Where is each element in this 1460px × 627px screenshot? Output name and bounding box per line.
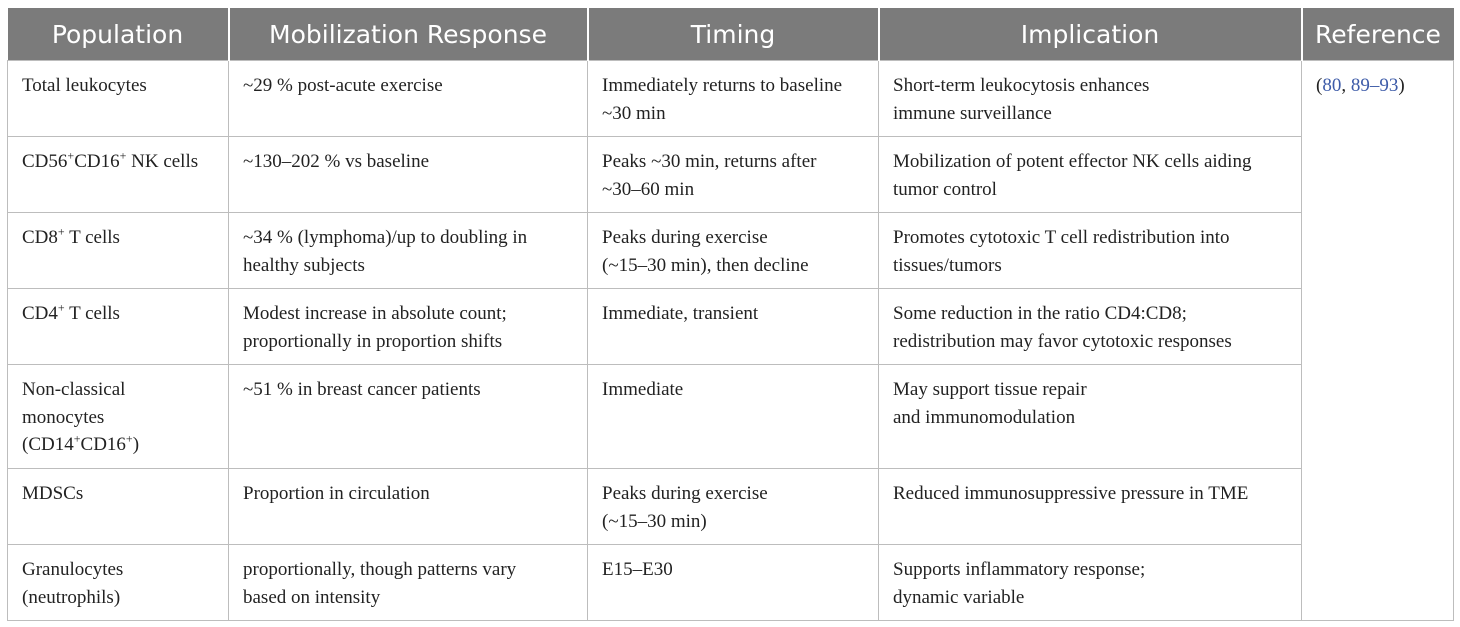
cell-response: ~34 % (lymphoma)/up to doubling in healthy subjects [229, 213, 588, 289]
cell-timing: Peaks ~30 min, returns after ~30–60 min [588, 137, 879, 213]
header-implication: Implication [879, 8, 1302, 61]
data-table [7, 8, 1454, 621]
cell-response: ~29 % post-acute exercise [229, 61, 588, 137]
cell-timing: E15–E30 [588, 545, 879, 621]
cell-implication: Mobilization of potent effector NK cells aiding tumor control [879, 137, 1302, 213]
header-mobilization-response: Mobilization Response [229, 8, 588, 61]
table-header [8, 8, 1454, 61]
header-row [8, 8, 1454, 61]
cell-implication: Supports inflammatory response; dynamic variable [879, 545, 1302, 621]
cell-implication: May support tissue repair and immunomodulation [879, 365, 1302, 469]
cell-population: CD4+ T cells [8, 289, 229, 365]
cell-response: ~51 % in breast cancer patients [229, 365, 588, 469]
cell-timing: Immediate, transient [588, 289, 879, 365]
cell-population: CD56+CD16+ NK cells [8, 137, 229, 213]
table-row [8, 469, 1454, 545]
cell-implication: Short-term leukocytosis enhances immune surveillance [879, 61, 1302, 137]
table-row [8, 545, 1454, 621]
cell-population: Non-classical monocytes (CD14+CD16+) [8, 365, 229, 469]
table-row [8, 137, 1454, 213]
table-row [8, 213, 1454, 289]
header-reference: Reference [1302, 8, 1454, 61]
cell-population: Total leukocytes [8, 61, 229, 137]
cell-implication: Some reduction in the ratio CD4:CD8; redistribution may favor cytotoxic responses [879, 289, 1302, 365]
cell-timing: Immediately returns to baseline ~30 min [588, 61, 879, 137]
reference-link-80[interactable]: 80 [1322, 75, 1342, 96]
cell-population: MDSCs [8, 469, 229, 545]
cell-reference: (80, 89–93) [1302, 61, 1454, 621]
cell-response: Modest increase in absolute count; proportionally in proportion shifts [229, 289, 588, 365]
cell-implication: Reduced immunosuppressive pressure in TME [879, 469, 1302, 545]
table-row [8, 289, 1454, 365]
cell-timing: Peaks during exercise (~15–30 min), then decline [588, 213, 879, 289]
table-row [8, 61, 1454, 137]
cell-population: Granulocytes (neutrophils) [8, 545, 229, 621]
cell-timing: Immediate [588, 365, 879, 469]
table-row [8, 365, 1454, 469]
table-body [8, 61, 1454, 621]
header-timing: Timing [588, 8, 879, 61]
cell-response: Proportion in circulation [229, 469, 588, 545]
cell-population: CD8+ T cells [8, 213, 229, 289]
cell-response: ~130–202 % vs baseline [229, 137, 588, 213]
cell-timing: Peaks during exercise (~15–30 min) [588, 469, 879, 545]
cell-implication: Promotes cytotoxic T cell redistribution into tissues/tumors [879, 213, 1302, 289]
reference-link-89-93[interactable]: 89–93 [1350, 75, 1399, 96]
header-population: Population [8, 8, 229, 61]
cell-response: proportionally, though patterns vary based on intensity [229, 545, 588, 621]
